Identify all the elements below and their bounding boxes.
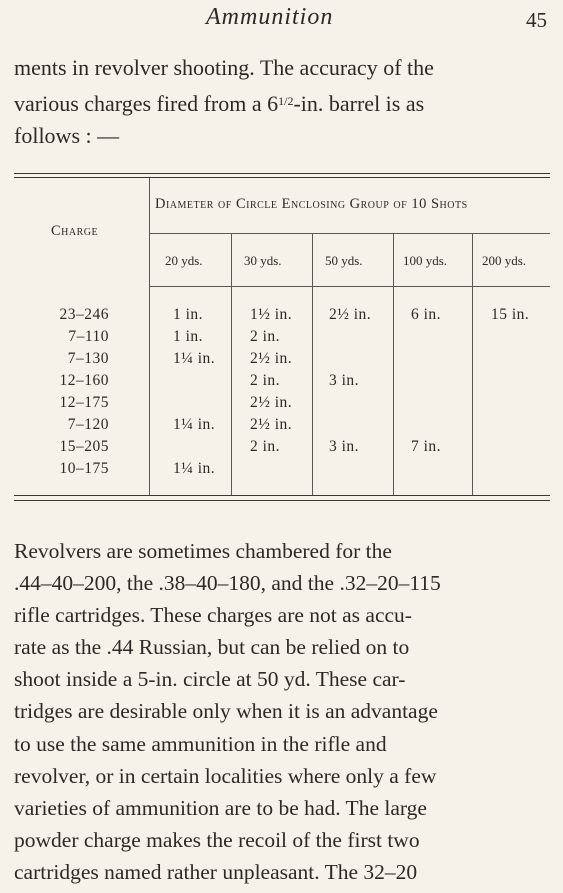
column-divider	[312, 233, 313, 496]
header-divider	[149, 233, 550, 234]
body-paragraph	[14, 535, 550, 888]
table-cell: 2 in.	[250, 328, 281, 345]
charge-header: Charge	[51, 223, 99, 239]
body-line: rate as the .44 Russian, but can be relied on to	[14, 635, 410, 660]
intro-line-text: -in. barrel is as	[293, 90, 425, 116]
table-cell: 6 in.	[411, 306, 442, 323]
table-top-rule	[14, 173, 550, 174]
column-header: 20 yds.	[165, 253, 203, 268]
charge-cell: 23–246	[59, 306, 109, 323]
accuracy-table	[14, 173, 550, 503]
table-cell: 1 in.	[173, 306, 204, 323]
body-line: powder charge makes the recoil of the first two	[14, 827, 420, 852]
group-header: Diameter of Circle Enclosing Group of 10 Shots	[155, 196, 468, 212]
body-line: Revolvers are sometimes chambered for the	[14, 539, 392, 563]
charge-cell: 10–175	[59, 460, 109, 477]
table-cell: 2½ in.	[250, 394, 293, 411]
column-header: 30 yds.	[244, 253, 282, 268]
table-cell: 7 in.	[411, 438, 442, 455]
table-cell: 2½ in.	[250, 350, 293, 367]
table-cell: 1¼ in.	[173, 460, 216, 477]
column-header: 50 yds.	[325, 253, 363, 268]
table-cell: 1 in.	[173, 328, 204, 345]
table-bottom-rule	[14, 500, 550, 501]
table-cell: 1¼ in.	[173, 416, 216, 433]
column-divider	[149, 178, 150, 496]
running-head	[0, 4, 563, 34]
column-header: 200 yds.	[482, 253, 527, 268]
fraction: 1/2	[278, 93, 294, 108]
table-cell: 2½ in.	[329, 306, 372, 323]
column-divider	[393, 233, 394, 496]
body-line: rifle cartridges. These charges are not as accu-	[14, 603, 412, 628]
page-number: 45	[526, 8, 547, 32]
table-bottom-rule	[14, 495, 550, 496]
table-cell: 1¼ in.	[173, 350, 216, 367]
table-cell: 3 in.	[329, 438, 360, 455]
charge-cell: 12–175	[59, 394, 109, 411]
intro-paragraph	[14, 52, 550, 153]
running-title: Ammunition	[206, 4, 334, 30]
body-line: .44–40–200, the .38–40–180, and the .32–20–115	[14, 571, 441, 596]
body-line: tridges are desirable only when it is an advantage	[14, 699, 438, 724]
intro-line-text: various charges fired from a 6	[14, 90, 279, 116]
table-cell: 2½ in.	[250, 416, 293, 433]
table-cell: 15 in.	[491, 306, 530, 323]
body-line: shoot inside a 5-in. circle at 50 yd. These car-	[14, 667, 406, 692]
charge-cell: 7–120	[67, 416, 109, 433]
charge-cell: 15–205	[59, 438, 109, 455]
body-line: revolver, or in certain localities where only a few	[14, 763, 437, 788]
column-divider	[231, 233, 232, 496]
header-divider	[149, 286, 550, 287]
body-line: to use the same ammunition in the rifle and	[14, 731, 387, 756]
table-top-rule	[14, 177, 550, 178]
column-header: 100 yds.	[403, 253, 448, 268]
table-cell: 2 in.	[250, 372, 281, 389]
table-cell: 1½ in.	[250, 306, 293, 323]
table-cell: 3 in.	[329, 372, 360, 389]
charge-cell: 12–160	[59, 372, 109, 389]
table-cell: 2 in.	[250, 438, 281, 455]
intro-line: follows : —	[14, 123, 120, 148]
body-line: varieties of ammunition are to be had. The large	[14, 795, 427, 820]
body-line: cartridges named rather unpleasant. The 32–20	[14, 859, 418, 884]
intro-line	[14, 85, 550, 121]
charge-cell: 7–110	[68, 328, 109, 345]
intro-line: ments in revolver shooting. The accuracy of the	[14, 55, 434, 80]
column-divider	[472, 233, 473, 496]
charge-cell: 7–130	[67, 350, 109, 367]
